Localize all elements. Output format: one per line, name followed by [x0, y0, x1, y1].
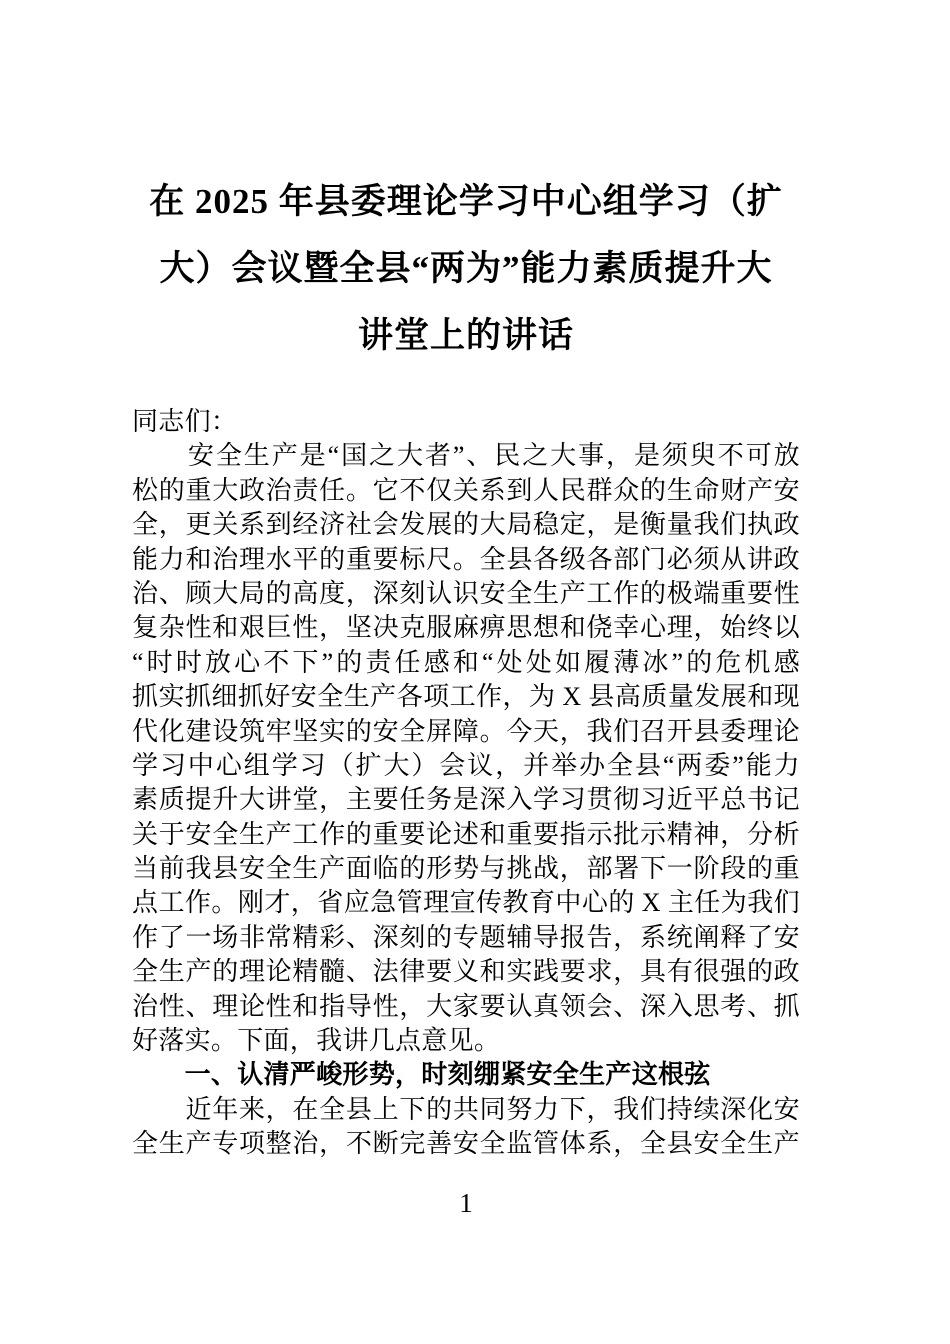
body-line: 全，更关系到经济社会发展的大局稳定，是衡量我们执政: [132, 510, 800, 540]
page-number: 1: [459, 1187, 473, 1218]
body-line: 安全生产是“国之大者”、民之大事，是须臾不可放: [132, 441, 800, 471]
title-line: 讲堂上的讲话: [357, 316, 574, 355]
body-line: 作了一场非常精彩、深刻的专题辅导报告，系统阐释了安: [132, 922, 800, 952]
body-line: 好落实。下面，我讲几点意见。: [132, 1026, 501, 1056]
body-line: 复杂性和艰巨性，坚决克服麻痹思想和侥幸心理，始终以: [132, 613, 800, 643]
document-body: [132, 405, 800, 1162]
body-line: 关于安全生产工作的重要论述和重要指示批示精神，分析: [132, 819, 800, 849]
body-line: 素质提升大讲堂，主要任务是深入学习贯彻习近平总书记: [132, 785, 800, 815]
title-line: 大）会议暨全县“两为”能力素质提升大: [159, 249, 773, 288]
title-line: 在 2025 年县委理论学习中心组学习（扩: [149, 182, 783, 221]
body-line: 能力和治理水平的重要标尺。全县各级各部门必须从讲政: [132, 544, 800, 574]
body-line: 抓实抓细抓好安全生产各项工作，为 X 县高质量发展和现: [132, 682, 800, 712]
body-line: 代化建设筑牢坚实的安全屏障。今天，我们召开县委理论: [132, 716, 800, 746]
body-line: 治性、理论性和指导性，大家要认真领会、深入思考、抓: [132, 991, 800, 1021]
page-footer: [132, 1188, 800, 1218]
document-title: [132, 168, 800, 369]
body-line: “时时放心不下”的责任感和“处处如履薄冰”的危机感: [132, 647, 800, 677]
body-line: 松的重大政治责任。它不仅关系到人民群众的生命财产安: [132, 475, 800, 505]
body-line: 点工作。刚才，省应急管理宣传教育中心的 X 主任为我们: [132, 888, 800, 918]
body-line: 当前我县安全生产面临的形势与挑战，部署下一阶段的重: [132, 854, 800, 884]
body-line: 学习中心组学习（扩大）会议，并举办全县“两委”能力: [132, 750, 800, 780]
body-line: 近年来，在全县上下的共同努力下，我们持续深化安: [132, 1094, 800, 1124]
body-line: 治、顾大局的高度，深刻认识安全生产工作的极端重要性: [132, 578, 800, 608]
body-line: 全生产的理论精髓、法律要义和实践要求，具有很强的政: [132, 957, 800, 987]
body-line: 同志们：: [132, 407, 238, 436]
body-line: 全生产专项整治，不断完善安全监管体系，全县安全生产: [132, 1129, 800, 1159]
section-heading: 一、认清严峻形势，时刻绷紧安全生产这根弦: [132, 1060, 711, 1090]
